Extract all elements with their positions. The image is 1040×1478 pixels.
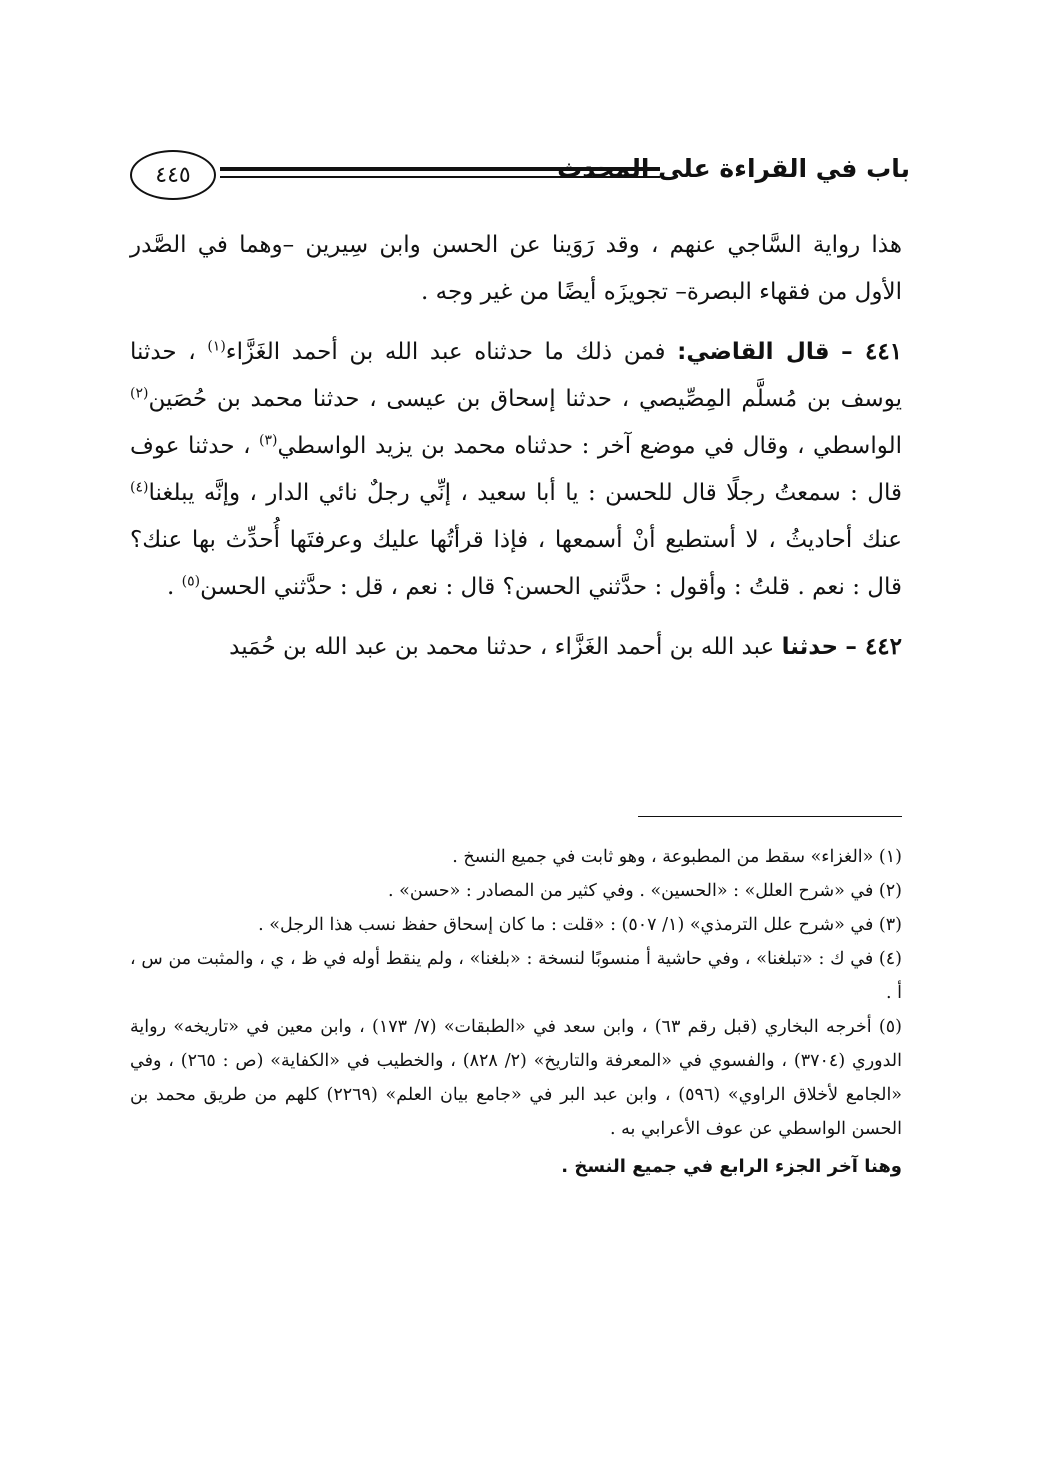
chapter-title: باب في القراءة على المحدث	[557, 154, 910, 183]
page-number-oval: ٤٤٥	[130, 150, 216, 200]
speaker-label: قال القاضي:	[677, 339, 830, 365]
text-segment: عبد الله بن أحمد الغَزَّاء ، حدثنا محمد بن عبد الله بن حُمَيد	[229, 634, 775, 660]
text-segment: .	[167, 574, 175, 600]
footnote-2: (٢) في «شرح العلل» : «الحسين» . وفي كثير من المصادر : «حسن» .	[388, 881, 902, 901]
footnote-ref-1[interactable]: (١)	[207, 338, 226, 355]
paragraph-number: ٤٤٢ –	[845, 633, 902, 660]
footnote-4: (٤) في ك : «تبلغنا» ، وفي حاشية أ منسوبًا لنسخة : «بلغنا» ، ولم ينقط أوله في ظ ، ي ، والمثبت من س ، أ .	[130, 949, 902, 1003]
closing-note: وهنا آخر الجزء الرابع في جميع النسخ .	[561, 1156, 902, 1177]
footnotes	[130, 840, 902, 1184]
paragraph-number: ٤٤١ –	[841, 338, 903, 365]
paragraph-442	[130, 623, 902, 671]
paragraph-441	[130, 328, 902, 611]
main-text	[130, 222, 902, 683]
narration-label: حدثنا	[781, 634, 839, 660]
intro-paragraph: هذا رواية السَّاجي عنهم ، وقد رَوَينا عن الحسن وابن سِيرين –وهما في الصَّدر الأول من فقهاء البصرة– تجويزَه أيضًا من غير وجه .	[130, 232, 902, 305]
text-segment: ، حدثنا يوسف بن مُسلَّم المِصِّيصي ، حدثنا إسحاق بن عيسى ، حدثنا محمد بن حُصَين	[130, 339, 902, 412]
text-segment: عنك أحاديثُ ، لا أستطيع أنْ أسمعها ، فإذا قرأتُها عليك وعرفتَها أُحدِّث بها عنك؟ قال : نعم . قلتُ : وأقول : حدَّثني الحسن؟ قال : نعم ، قل : حدَّثني الحسن	[130, 527, 902, 600]
footnote-1: (١) «الغزاء» سقط من المطبوعة ، وهو ثابت في جميع النسخ .	[452, 847, 902, 867]
footnote-3: (٣) في «شرح علل الترمذي» (١/ ٥٠٧) : «قلت : ما كان إسحاق حفظ نسب هذا الرجل» .	[258, 915, 902, 935]
footnote-ref-4[interactable]: (٤)	[130, 479, 149, 496]
footnote-ref-3[interactable]: (٣)	[259, 432, 278, 449]
text-segment: ، حدثنا عوف قال : سمعتُ رجلًا قال للحسن : يا أبا سعيد ، إنِّي رجلٌ نائي الدار ، وإنَّه يبلغنا	[130, 433, 902, 506]
footnote-divider	[638, 816, 902, 817]
footnote-ref-2[interactable]: (٢)	[130, 385, 149, 402]
text-segment: فمن ذلك ما حدثناه عبد الله بن أحمد الغَزَّاء	[225, 339, 666, 365]
footnote-5: (٥) أخرجه البخاري (قبل رقم ٦٣) ، وابن سعد في «الطبقات» (٧/ ١٧٣) ، وابن معين في «تاريخه» رواية الدوري (٣٧٠٤) ، والفسوي في «المعرفة والتاريخ» (٢/ ٨٢٨) ، والخطيب في «الكفاية» (ص : ٢٦٥) ، وفي «الجامع لأخلاق الراوي» (٥٩٦) ، وابن عبد البر في «جامع بيان العلم» (٢٢٦٩) كلهم من طريق محمد بن الحسن الواسطي عن عوف الأعرابي به .	[130, 1017, 903, 1139]
footnote-ref-5[interactable]: (٥)	[181, 573, 201, 590]
header-double-rule	[220, 167, 660, 183]
running-header	[130, 150, 910, 206]
text-segment: الواسطي ، وقال في موضع آخر : حدثناه محمد بن يزيد الواسطي	[277, 433, 902, 459]
